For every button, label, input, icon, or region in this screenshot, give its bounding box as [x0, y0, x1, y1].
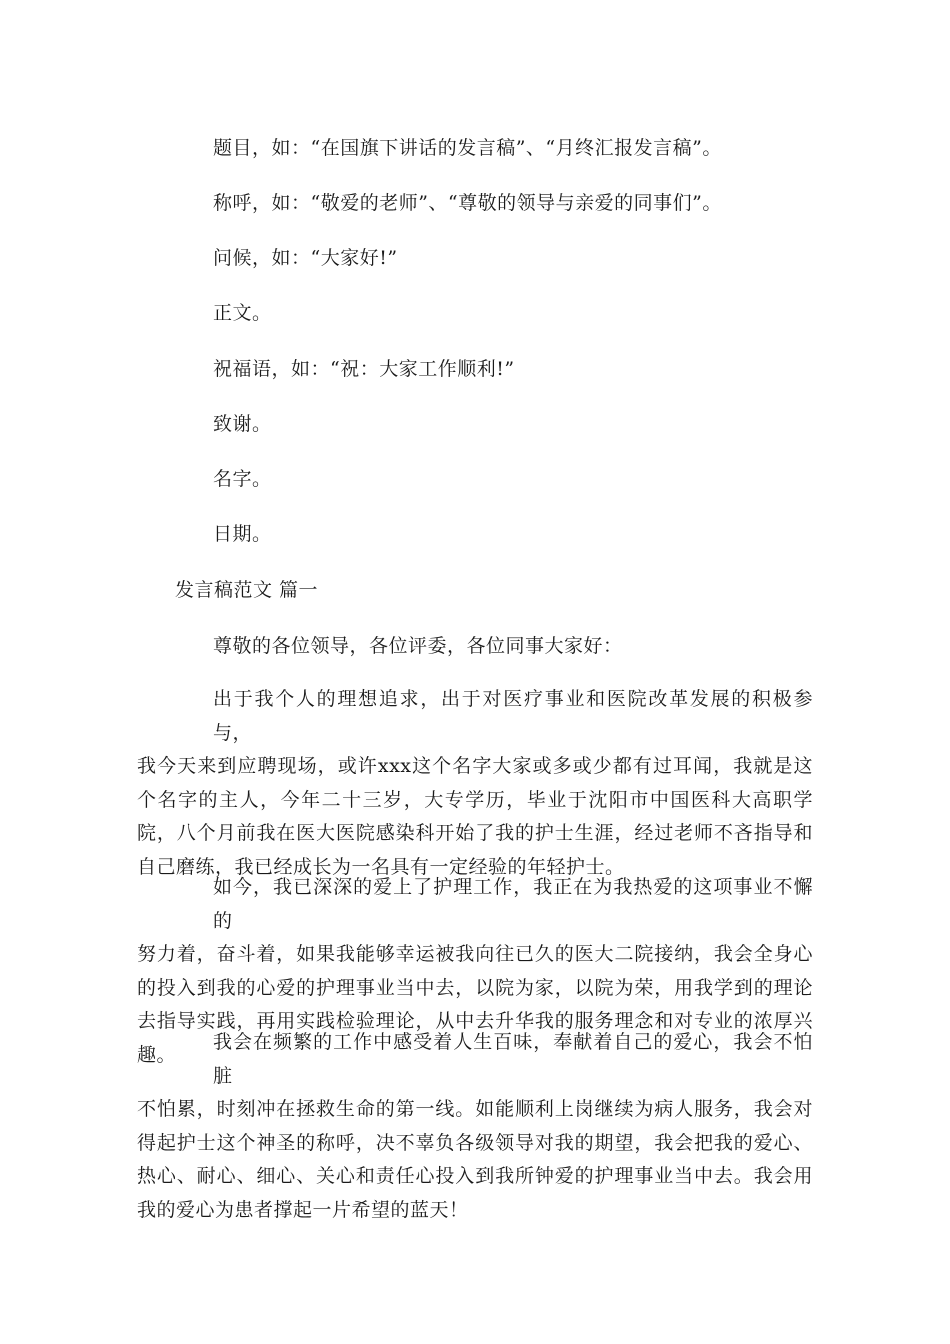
item-body: 正文。	[213, 302, 272, 324]
item-greeting: 问候，如：“大家好!”	[213, 247, 398, 269]
item-title: 题目，如：“在国旗下讲话的发言稿”、“月终汇报发言稿”。	[213, 137, 722, 159]
item-salutation: 称呼，如：“敬爱的老师”、“尊敬的领导与亲爱的同事们”。	[213, 192, 722, 214]
paragraph-2-first-line: 如今，我已深深的爱上了护理工作，我正在为我热爱的这项事业不懈的	[213, 876, 813, 932]
paragraph-3	[137, 1026, 813, 1227]
paragraph-1	[137, 683, 813, 884]
item-name: 名字。	[213, 468, 272, 490]
paragraph-3-first-line: 我会在频繁的工作中感受着人生百味，奉献着自己的爱心，我会不怕脏	[213, 1031, 813, 1087]
paragraph-3-rest: 不怕累，时刻冲在拯救生命的第一线。如能顺利上岗继续为病人服务，我会对得起护士这个神圣的称呼，决不辜负各级领导对我的期望，我会把我的爱心、热心、耐心、细心、关心和责任心投入到我所钟爱的护理事业当中去。我会用我的爱心为患者撑起一片希望的蓝天！	[137, 1098, 813, 1221]
paragraph-2-rest: 努力着，奋斗着，如果我能够幸运被我向往已久的医大二院接纳，我会全身心的投入到我的心爱的护理事业当中去，以院为家，以院为荣，用我学到的理论去指导实践，再用实践检验理论，从中去升华我的服务理念和对专业的浓厚兴趣。	[137, 943, 813, 1066]
opening-greeting: 尊敬的各位领导，各位评委，各位同事大家好：	[213, 635, 623, 657]
item-thanks: 致谢。	[213, 413, 272, 435]
item-date: 日期。	[213, 523, 272, 545]
item-blessing: 祝福语，如：“祝：大家工作顺利!”	[213, 358, 515, 380]
paragraph-1-rest: 我今天来到应聘现场，或许xxx这个名字大家或多或少都有过耳闻，我就是这个名字的主人，今年二十三岁，大专学历，毕业于沈阳市中国医科大高职学院，八个月前我在医大医院感染科开始了我的护士生涯，经过老师不吝指导和自己磨练，我已经成长为一名具有一定经验的年轻护士。	[137, 755, 813, 878]
section-heading: 发言稿范文 篇一	[175, 579, 319, 601]
paragraph-1-first-line: 出于我个人的理想追求，出于对医疗事业和医院改革发展的积极参与，	[213, 688, 813, 744]
